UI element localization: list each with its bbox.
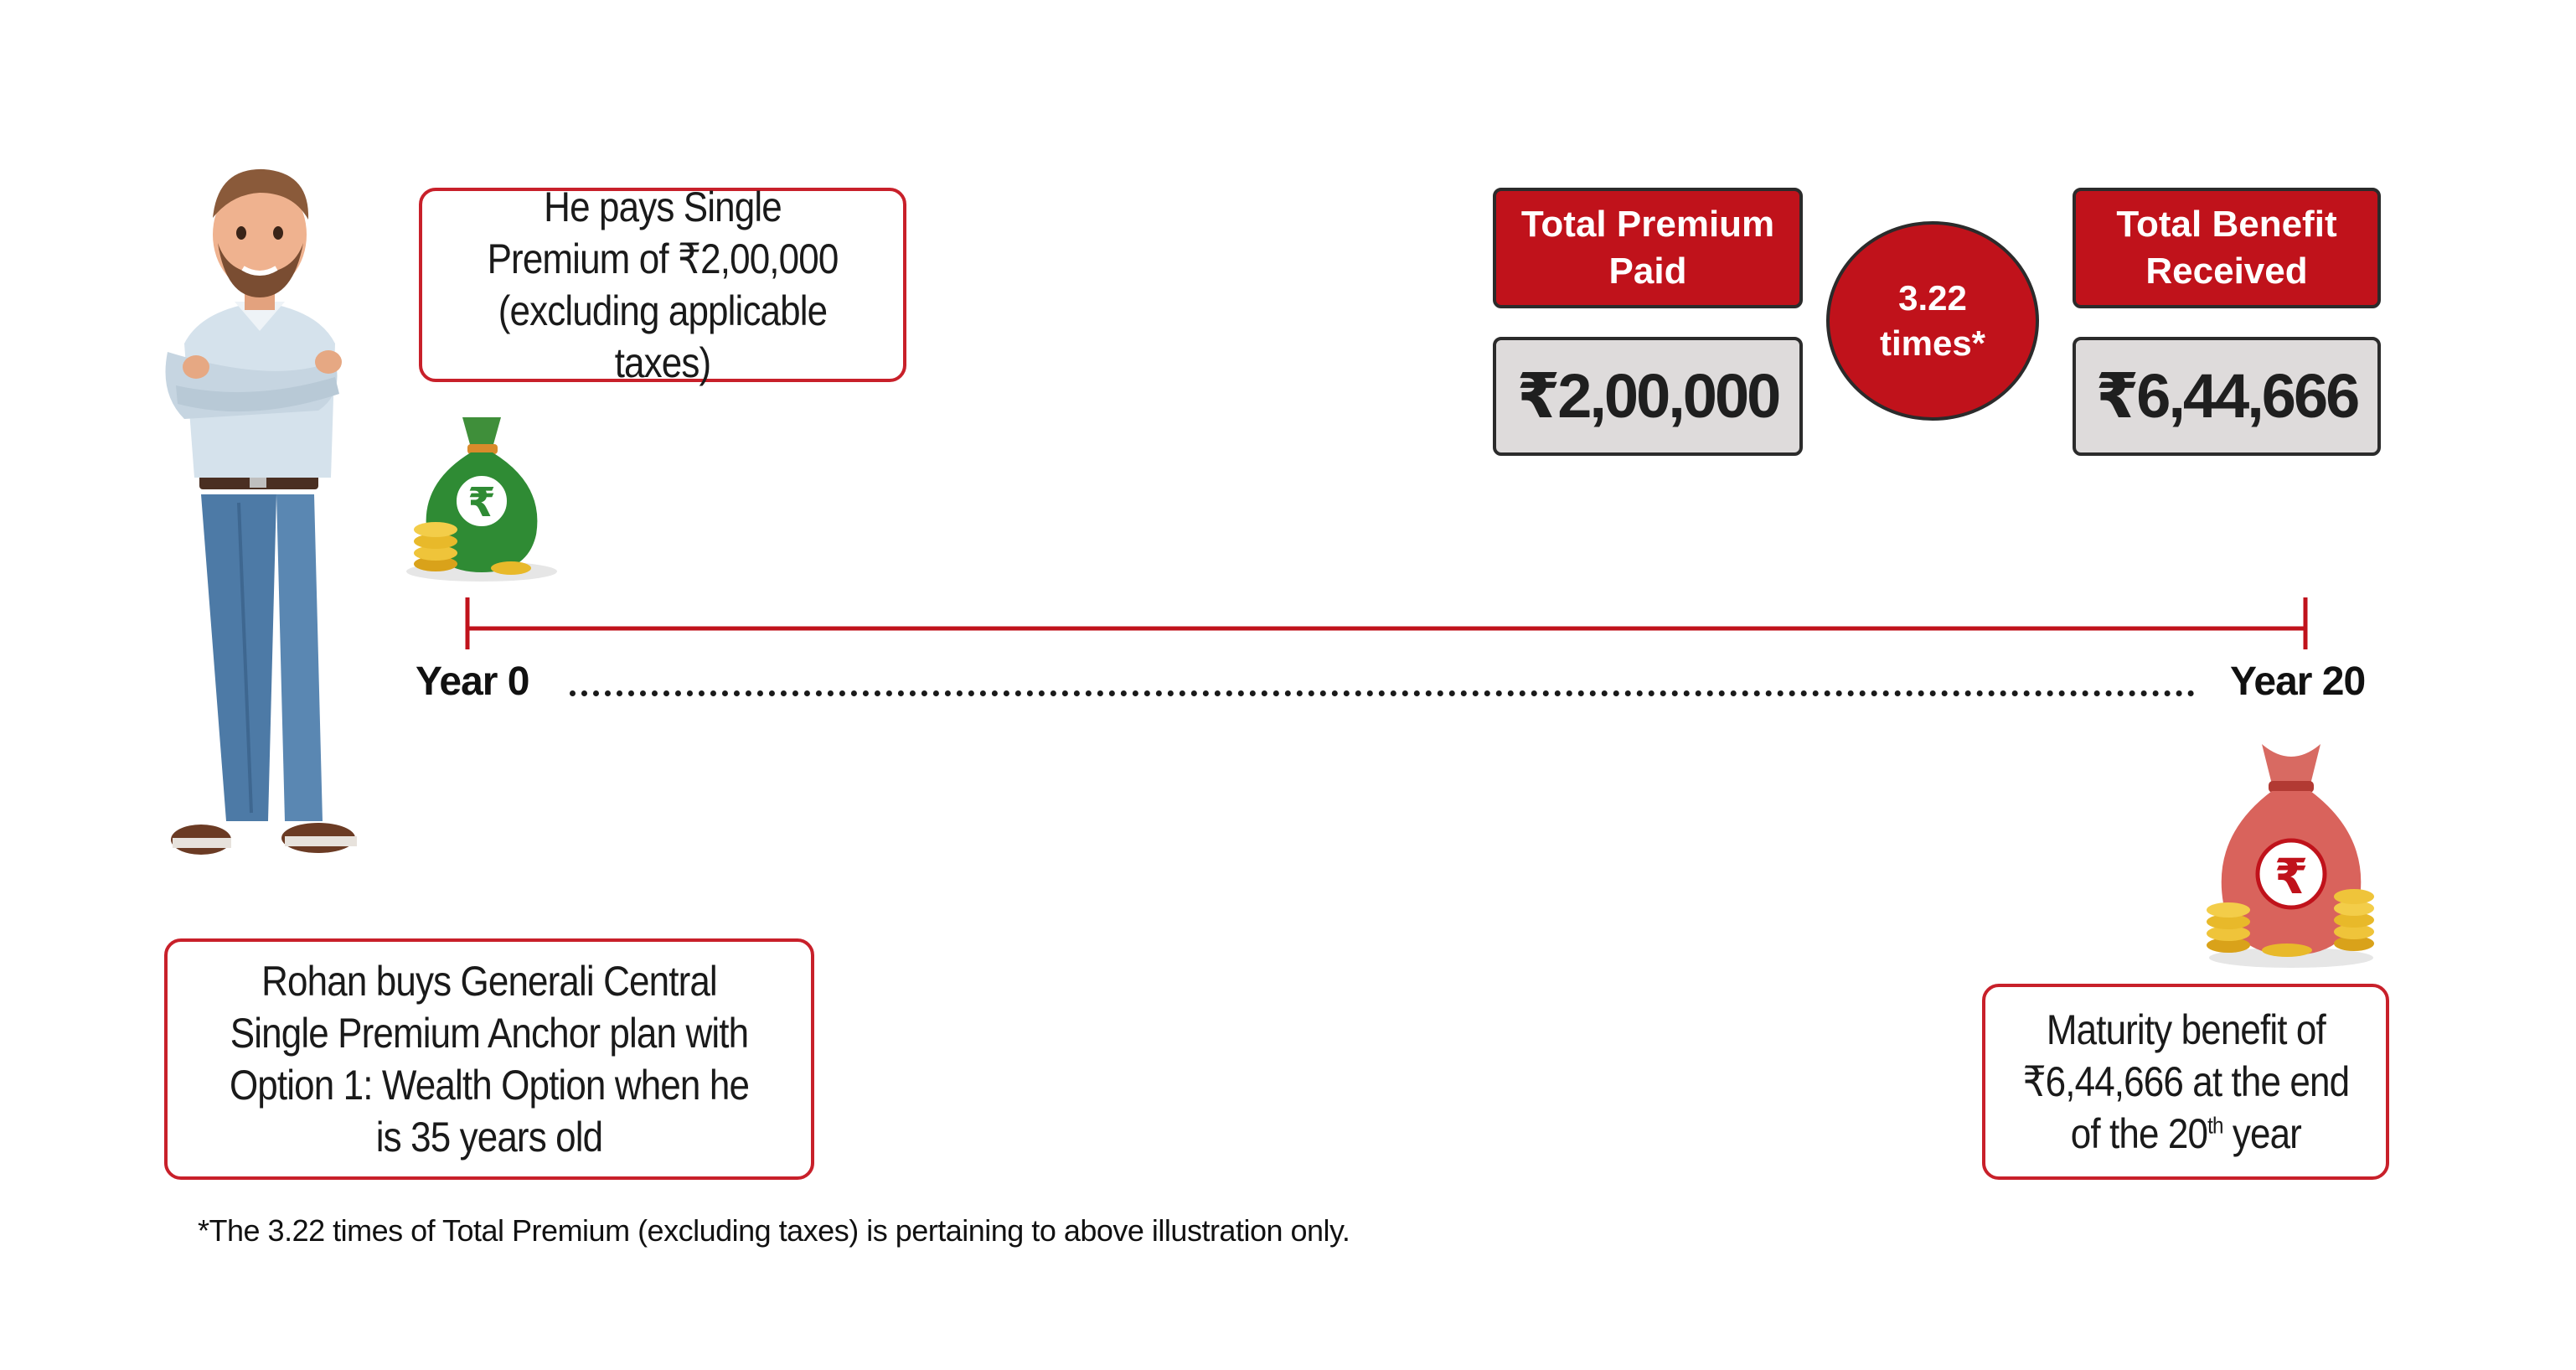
maturity-text-line3-sup: th [2207,1112,2223,1139]
timeline-start-label: Year 0 [416,659,529,704]
total-premium-header [1493,188,1803,308]
footnote: *The 3.22 times of Total Premium (excluding taxes) is pertaining to above illustration only. [198,1213,1350,1248]
money-bag-green-icon [402,409,561,585]
purchase-callout [164,938,814,1180]
ratio-value: 3.22 [1898,278,1967,318]
maturity-text-line2: ₹6,44,666 at the end [2022,1058,2349,1105]
premium-paid-callout [419,184,906,386]
total-benefit-header [2073,188,2381,308]
maturity-bag-symbol: ₹ [2274,848,2309,905]
maturity-text-line3 [2022,1108,2349,1160]
maturity-text-line1: Maturity benefit of [2046,1006,2326,1053]
maturity-text-line3-pre: of the 20 [2070,1110,2207,1157]
maturity-text-line3-post: year [2222,1110,2301,1157]
dotted-connector [570,690,2195,696]
total-benefit-header-line1: Total Benefit [2116,204,2337,245]
purchase-text: Rohan buys Generali Central Single Premium Anchor plan with Option 1: Wealth Option when he is 35 years old [229,958,750,1161]
total-benefit-value: ₹6,44,666 [2073,337,2381,456]
timeline [461,591,2312,649]
ratio-unit: times* [1879,323,1986,363]
total-benefit-header-line2: Received [2145,251,2308,292]
premium-bag-symbol: ₹ [467,479,496,526]
total-premium-value: ₹2,00,000 [1493,337,1803,456]
money-bag-red-icon [2203,736,2379,970]
person-illustration [151,142,394,880]
premium-paid-text: He pays Single Premium of ₹2,00,000 (excluding applicable taxes) [487,184,839,386]
benefit-ratio-circle [1826,221,2039,421]
total-premium-header-line2: Paid [1608,251,1687,292]
maturity-callout [1982,984,2389,1180]
total-premium-header-line1: Total Premium [1520,204,1775,245]
timeline-end-label: Year 20 [2230,659,2366,704]
